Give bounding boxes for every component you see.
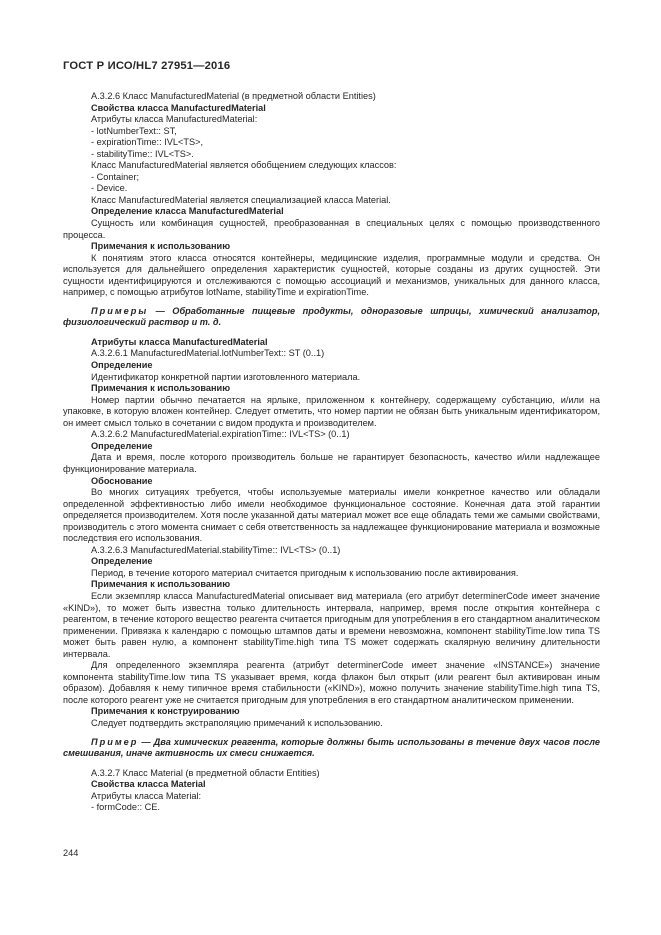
subheading: Определение класса ManufacturedMaterial	[91, 206, 284, 217]
text-line: Атрибуты класса Material:	[91, 790, 202, 801]
example-paragraph	[63, 306, 600, 329]
paragraph: Дата и время, после которого производитель больше не гарантирует безопасность, качество и/или надлежащее функционирование материала.	[63, 452, 600, 474]
list-item: - Container;	[91, 171, 140, 182]
paragraph: Сущность или комбинация сущностей, преобразованная в специальных целях с помощью производственного процесса.	[63, 218, 600, 240]
page-number: 244	[63, 848, 79, 858]
example-paragraph	[63, 737, 600, 760]
subheading: Атрибуты класса ManufacturedMaterial	[91, 336, 268, 347]
list-item: - expirationTime:: IVL<TS>,	[91, 137, 203, 148]
subheading: Определение	[91, 360, 153, 371]
text-line: Идентификатор конкретной партии изготовленного материала.	[91, 371, 361, 382]
subheading: Определение	[91, 440, 153, 451]
page-header: ГОСТ Р ИСО/HL7 27951—2016	[63, 60, 231, 72]
text-line: Следует подтвердить экстраполяцию примечаний к использованию.	[91, 717, 383, 728]
subheading: Свойства класса ManufacturedMaterial	[91, 102, 266, 113]
subheading: Определение	[91, 556, 153, 567]
example-label: Примеры	[91, 305, 149, 316]
subheading: Свойства класса Material	[91, 779, 206, 790]
page-body	[63, 91, 600, 814]
subheading: Примечания к использованию	[91, 383, 231, 394]
paragraph: К понятиям этого класса относятся контейнеры, медицинские изделия, программные модули и средства. Он используется для дальнейшего определения характеристик сущностей, которые созданы из других сущностей. Эти сущности идентифицируются и отслеживаются с помощью ассоциаций и механизмов, уникальных для данного класса, например, с помощью атрибутов lotName, stabilityTime и expirationTime.	[63, 252, 600, 298]
subheading: Обоснование	[91, 475, 153, 486]
list-item: - lotNumberText:: ST,	[91, 125, 177, 136]
text-line: Период, в течение которого материал считается пригодным к использованию после активирования.	[91, 567, 519, 578]
example-text: — Два химических реагента, которые должны быть использованы в течение двух часов после смешивания, иначе активность их смеси снижается.	[63, 736, 600, 759]
text-line: Атрибуты класса ManufacturedMaterial:	[91, 114, 258, 125]
subheading: Примечания к конструированию	[91, 706, 240, 717]
list-item: - stabilityTime:: IVL<TS>.	[91, 148, 194, 159]
paragraph: Для определенного экземпляра реагента (атрибут determinerCode имеет значение «INSTANCE») значение компонента stabilityTime.low типа TS указывает время, когда флакон был открыт (или реагент был активирован иным образом). Добавляя к нему типичное время стабильности («KIND»), можно получить значение stabilityTime.high типа TS, после которого реагент уже не считается пригодным для употребления в его стандартном аналитическом применении.	[63, 660, 600, 705]
list-item: - formCode:: CE.	[91, 802, 160, 813]
text-line: Класс ManufacturedMaterial является обобщением следующих классов:	[91, 160, 397, 171]
example-text: — Обработанные пищевые продукты, одноразовые шприцы, химический анализатор, физиологический раствор и т. д.	[63, 305, 600, 328]
section-heading: А.3.2.6.3 ManufacturedMaterial.stabilityTime:: IVL<TS> (0..1)	[91, 544, 341, 555]
subheading: Примечания к использованию	[91, 241, 231, 252]
section-heading: А.3.2.6.1 ManufacturedMaterial.lotNumberText:: ST (0..1)	[91, 348, 325, 359]
section-heading: А.3.2.6.2 ManufacturedMaterial.expirationTime:: IVL<TS> (0..1)	[91, 429, 350, 440]
paragraph: Во многих ситуациях требуется, чтобы используемые материалы имели конкретное качество или обладали определенной эффективностью либо имели необходимое функциональное состояние. Конечная дата этой гарантии определяется производителем. Хотя после указанной даты материал может все еще обладать теми же самыми свойствами, производитель с этого момента снимает с себя ответственность за надлежащее функционирование материала и возможные последствия его использования.	[63, 487, 600, 544]
paragraph: Если экземпляр класса ManufacturedMaterial описывает вид материала (его атрибут determinerCode имеет значение «KIND»), то может быть известна только длительность интервала, например, время после открытия контейнера с реагентом, в течение которого вещество реагента считается пригодным для употребления в его стандартном аналитическом применении. Привязка к календарю с помощью штампов даты и времени невозможна, компонент stabilityTime.low типа TS может быть равен нулю, а компонент stabilityTime.high типа TS может содержать скалярную величину длительности интервала.	[63, 590, 600, 659]
example-label: Пример	[91, 736, 139, 747]
text-line: Класс ManufacturedMaterial является специализацией класса Material.	[91, 194, 391, 205]
section-heading: А.3.2.6 Класс ManufacturedMaterial (в предметной области Entities)	[91, 91, 376, 101]
section-heading: А.3.2.7 Класс Material (в предметной области Entities)	[91, 767, 320, 778]
subheading: Примечания к использованию	[91, 579, 231, 590]
list-item: - Device.	[91, 183, 128, 194]
paragraph: Номер партии обычно печатается на ярлыке, приложенном к контейнеру, содержащему субстанцию, и/или на упаковке, в которую вложен контейнер. Следует отметить, что номер партии не обязан быть уникальным идентификатором, он имеет смысл только в сочетании с видом продукта и производителем.	[63, 394, 600, 428]
